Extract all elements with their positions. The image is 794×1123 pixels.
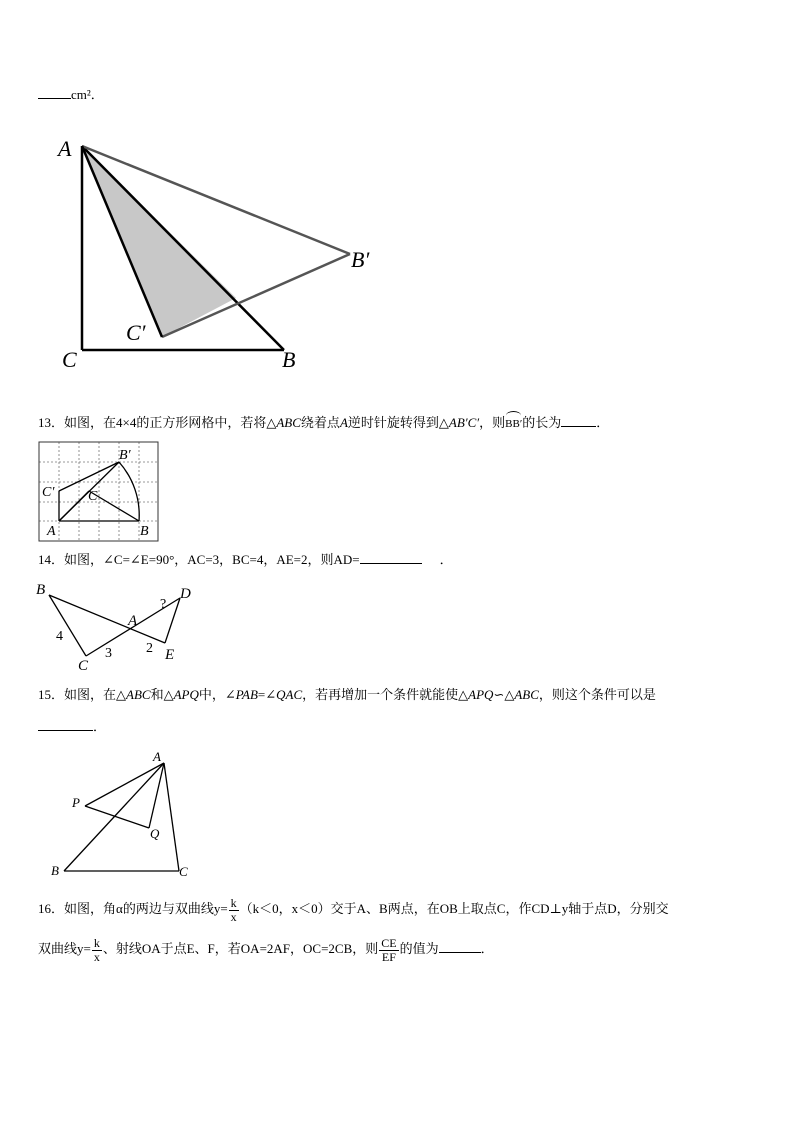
label-B: B <box>282 347 296 372</box>
fig14-len-2: 2 <box>146 641 153 656</box>
q15-apq2: APQ <box>468 687 494 702</box>
q13-abc: ABC <box>276 415 301 430</box>
label-B-prime: B′ <box>351 247 370 272</box>
q15-sim: ∽△ <box>493 687 515 702</box>
q15-apq: APQ <box>173 687 199 702</box>
fig15-label-P: P <box>72 795 80 810</box>
fig14-question-mark: ? <box>160 597 167 612</box>
q16-fraction-k-over-x <box>229 897 239 924</box>
q16-fraction-k-over-x-2 <box>92 937 102 964</box>
grid-label-B-prime: B′ <box>119 448 131 463</box>
question-16-line1 <box>38 896 669 924</box>
q15-abc2: ABC <box>514 687 539 702</box>
q13-text-c: 逆时针旋转得到△ <box>347 415 449 430</box>
q15-text-a: 如图，在△ <box>64 687 127 702</box>
grid-label-A: A <box>47 524 56 539</box>
q16-k-2: k <box>93 935 100 950</box>
q16-number: 16． <box>38 901 65 916</box>
fig14-label-B: B <box>36 582 46 598</box>
q15-end: ． <box>93 719 107 734</box>
q16-x: x <box>230 909 237 924</box>
q13-number: 13． <box>38 415 65 430</box>
grid-label-C-prime: C′ <box>42 485 55 500</box>
fig14-label-A: A <box>128 613 138 629</box>
label-A: A <box>58 136 72 161</box>
label-C-prime: C′ <box>126 320 146 345</box>
q16-end: ． <box>480 941 494 956</box>
q13-text-e: 的长为 <box>522 415 562 430</box>
q14-text: 如图，∠C=∠E=90°，AC=3，BC=4，AE=2，则AD= <box>64 552 360 567</box>
fig14-len-3: 3 <box>105 646 112 661</box>
q13-arc-label: BB′ <box>505 418 523 430</box>
fig14-len-4: 4 <box>56 629 63 644</box>
fig15-label-Q: Q <box>150 826 160 841</box>
fig15-label-B: B <box>51 863 59 878</box>
fig14-label-D: D <box>180 586 191 602</box>
q16-text-c: 双曲线y= <box>38 941 91 956</box>
q15-text-e: ，则这个条件可以是 <box>538 687 656 702</box>
q14-end: ． <box>439 552 453 567</box>
grid-label-B: B <box>140 524 149 539</box>
q13-abpcp: AB′C′ <box>448 415 480 430</box>
q16-text-b: （k＜0，x＜0）交于A、B两点，在OB上取点C，作CD⊥y轴于点D，分别交 <box>239 901 669 916</box>
question-16-line2 <box>38 936 494 964</box>
q16-text-d: 、射线OA于点E、F，若OA=2AF，OC=2CB，则 <box>102 941 379 956</box>
q16-answer-blank <box>439 940 481 953</box>
q16-ef: EF <box>381 949 396 964</box>
q15-pab: PAB <box>235 687 258 702</box>
q14-number: 14． <box>38 552 65 567</box>
q13-text-a: 如图，在4×4的正方形网格中，若将△ <box>64 415 277 430</box>
q15-number: 15． <box>38 687 65 702</box>
q16-ce: CE <box>381 935 397 950</box>
q15-text-c: 中，∠ <box>198 687 236 702</box>
q15-eq: =∠ <box>257 687 277 702</box>
label-C: C <box>62 347 77 372</box>
q16-fraction-ce-over-ef <box>379 937 398 964</box>
fig15-lines <box>64 763 179 871</box>
q16-k: k <box>230 895 237 910</box>
q13-text-b: 绕着点 <box>300 415 340 430</box>
q15-qac: QAC <box>276 687 303 702</box>
q13-end: ． <box>596 415 610 430</box>
q13-point-a: A <box>339 415 348 430</box>
unit-text: cm²． <box>71 87 104 102</box>
q16-text-e: 的值为 <box>399 941 439 956</box>
fig15-label-A: A <box>153 749 161 764</box>
q16-x-2: x <box>93 949 100 964</box>
q15-text-d: ，若再增加一个条件就能使△ <box>302 687 469 702</box>
fig15-label-C: C <box>179 864 188 879</box>
grid-label-C: C <box>88 489 98 504</box>
q15-abc: ABC <box>126 687 151 702</box>
fig14-label-E: E <box>165 647 175 663</box>
q16-text-a: 如图，角α的两边与双曲线y= <box>64 901 228 916</box>
q13-text-d: ，则 <box>479 415 506 430</box>
fig14-label-C: C <box>78 658 89 674</box>
q15-text-b: 和△ <box>150 687 174 702</box>
